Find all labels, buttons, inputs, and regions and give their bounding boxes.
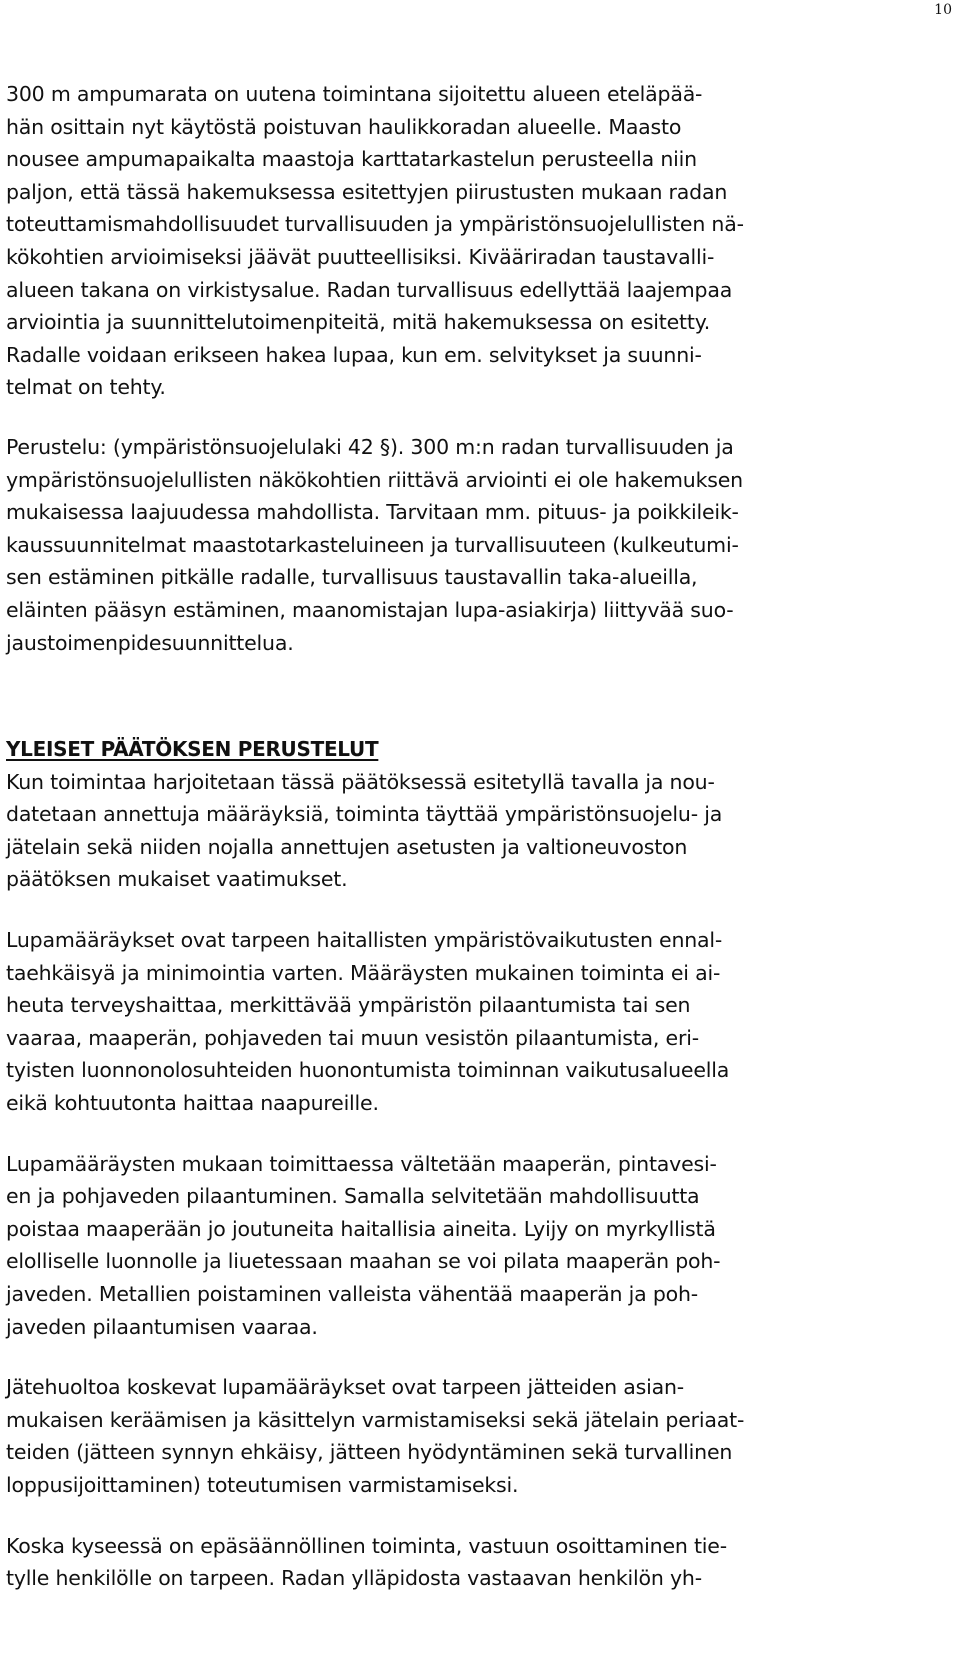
page-number: 10: [934, 2, 952, 18]
paragraph-gap: [6, 1120, 926, 1148]
paragraph-permit-conditions: Lupamääräykset ovat tarpeen haitallisten ympäristövaikutusten ennal- taehkäisyä ja minimointia varten. Määräysten mukainen toiminta ei ai- heuta terveyshaittaa, merkittävää ympäristön pilaantumista tai sen vaaraa, maaperän, pohjaveden tai muun vesistön pilaantumista, eri- tyisten luonnonolosuhteiden huonontumista toiminnan vaikutusalueella eikä kohtuutonta haittaa naapureille.: [6, 928, 730, 1116]
paragraph-gap: [6, 896, 926, 924]
paragraph-gap: [6, 1343, 926, 1371]
paragraph-requirements: Kun toimintaa harjoitetaan tässä päätöksessä esitetyllä tavalla ja nou- datetaan annettuja määräyksiä, toiminta täyttää ympäristönsuojelu- ja jätelain sekä niiden nojalla annettujen asetusten ja valtioneuvoston päätöksen mukaiset vaatimukset.: [6, 769, 723, 892]
paragraph-300m-range: 300 m ampumarata on uutena toimintana sijoitettu alueen eteläpää- hän osittain nyt käytöstä poistuvan haulikkoradan alueelle. Maasto nousee ampumapaikalta maastoja karttatarkastelun perusteella niin paljon, että tässä hakemuksessa esitettyjen piirustusten mukaan radan toteuttamismahdollisuudet turvallisuuden ja ympäristönsuojelullisten nä- kökohtien arvioimiseksi jäävät puutteellisiksi. Kivääriradan taustavalli- alueen takana on virkistysalue. Radan turvallisuus edellyttää laajempaa arviointia ja suunnittelutoimenpiteitä, mitä hakemuksessa on esitetty. Radalle voidaan erikseen hakea lupaa, kun em. selvitykset ja suunni- telmat on tehty.: [6, 82, 744, 400]
section-heading-general-grounds: YLEISET PÄÄTÖKSEN PERUSTELUT: [6, 737, 379, 762]
paragraph-gap: [6, 1502, 926, 1530]
paragraph-responsibility: Koska kyseessä on epäsäännöllinen toiminta, vastuun osoittaminen tie- tylle henkilölle on tarpeen. Radan ylläpidosta vastaavan henkilön yh-: [6, 1533, 727, 1591]
paragraph-soil-protection: Lupamääräysten mukaan toimittaessa vältetään maaperän, pintavesi- en ja pohjaveden pilaantuminen. Samalla selvitetään mahdollisuutta poistaa maaperään jo joutuneita haitallisia aineita. Lyijy on myrkyllistä elolliselle luonnolle ja liuetessaan maahan se voi pilata maaperän poh- javeden. Metallien poistaminen valleista vähentää maaperän ja poh- javeden pilaantumisen vaaraa.: [6, 1151, 721, 1339]
section-gap: [6, 659, 926, 733]
paragraph-justification: Perustelu: (ympäristönsuojelulaki 42 §). 300 m:n radan turvallisuuden ja ympäristönsuojelullisten näkökohtien riittävä arviointi ei ole hakemuksen mukaisessa laajuudessa mahdollista. Tarvitaan mm. pituus- ja poikkileik- kaussuunnitelmat maastotarkasteluineen ja turvallisuuteen (kulkeutumi- sen estäminen pitkälle radalle, turvallisuus taustavallin taka-alueilla, eläinten pääsyn estäminen, maanomistajan lupa-asiakirja) liittyvää suo- jaustoimenpidesuunnittelua.: [6, 434, 743, 655]
paragraph-waste-management: Jätehuoltoa koskevat lupamääräykset ovat tarpeen jätteiden asian- mukaisen keräämisen ja käsittelyn varmistamiseksi sekä jätelain periaat- teiden (jätteen synnyn ehkäisy, jätteen hyödyntäminen sekä turvallinen loppusijoittaminen) toteutumisen varmistamiseksi.: [6, 1375, 745, 1497]
document-body: [6, 78, 926, 1595]
paragraph-gap: [6, 404, 926, 431]
